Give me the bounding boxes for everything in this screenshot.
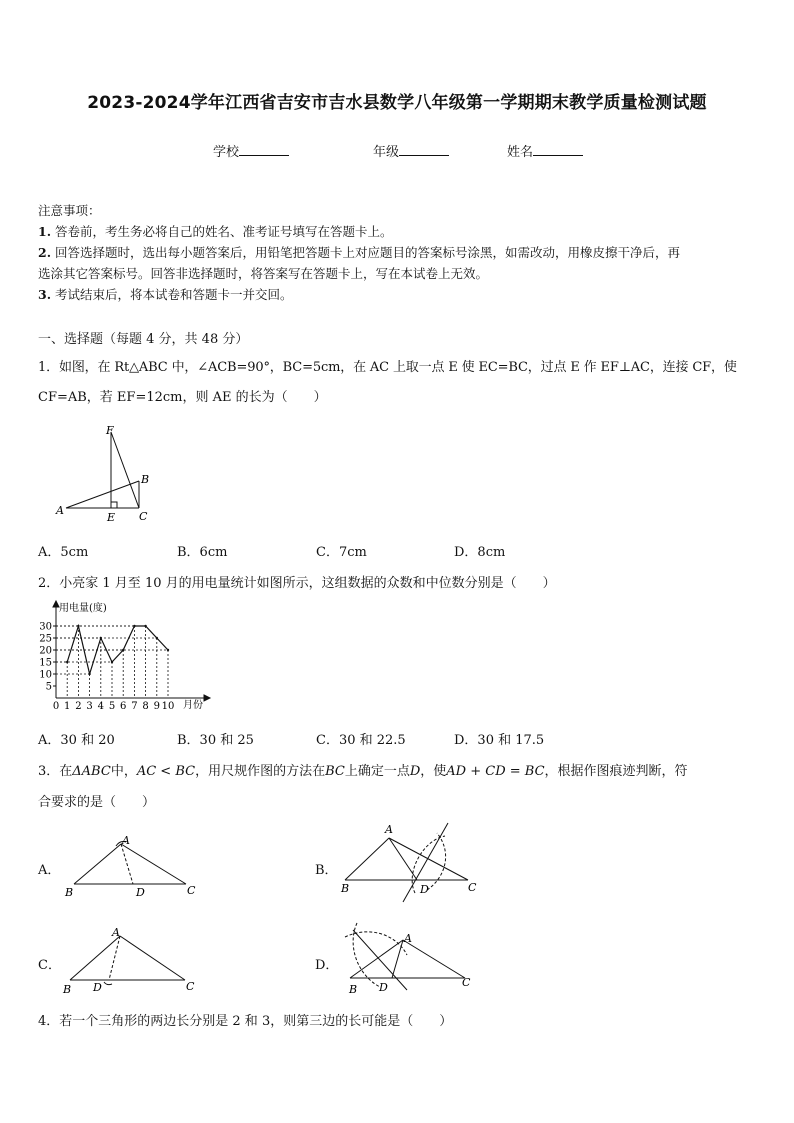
q1-option-a[interactable]: A．5cm [38,545,89,560]
label-c: C [139,510,148,523]
notice-item-num: 2. [38,245,52,260]
notice-item-text: 回答选择题时，选出每小题答案后，用铅笔把答题卡上对应题目的答案标号涂黑，如需改动，用橡皮擦干净后，再 [55,245,681,260]
segment-ab [74,844,121,884]
label-a: A [112,926,120,939]
q3-option-d[interactable]: D． [315,958,339,973]
label-a: A [122,834,130,847]
y-tick-label: 15 [39,657,52,669]
x-tick-label: 1 [64,701,71,712]
q1-figure [55,422,165,527]
x-tick-label: 8 [142,701,149,712]
label-b: B [65,886,74,899]
segment-ad [389,838,417,880]
label-b: B [63,983,72,996]
segment-ab [350,940,403,978]
q1-option-c[interactable]: C．7cm [316,545,367,560]
q2-option-c[interactable]: C．30 和 22.5 [316,733,406,748]
data-point [144,625,146,627]
label-b: B [141,473,150,486]
grade-field[interactable] [373,141,449,160]
data-point [88,673,90,675]
q3-point-d: D [409,764,421,779]
q3-text-part: ，根据作图痕迹判断，符 [544,764,688,779]
segment-ab [345,838,389,880]
data-point [100,637,102,639]
q1-text-line2: CF=AB，若 EF=12cm，则 AE 的长为（ ） [38,390,327,405]
label-d: D [136,886,145,899]
label-b: B [341,882,350,895]
chart-xlabel: 月份 [183,700,203,711]
notice-item [38,246,680,260]
label-a: A [385,823,393,836]
school-field[interactable] [213,141,289,160]
label-d: D [379,981,388,994]
q3-text-part: 中， [110,764,137,779]
q1-option-d[interactable]: D．8cm [454,545,506,560]
q3-text-part: ，用尺规作图的方法在 [195,764,326,779]
q3-text-line2: 合要求的是（ ） [38,795,156,810]
q3-text-part: ，使 [420,764,447,779]
name-blank[interactable] [533,143,583,156]
notice-item-num: 3. [38,287,52,302]
q2-option-d[interactable]: D．30 和 17.5 [454,733,545,748]
q3-condition-2: AD + CD = BC [446,764,545,779]
x-tick-label: 5 [108,701,116,712]
chart-ylabel: 用电量(度) [59,603,107,614]
data-point [122,649,124,651]
q3-text-part: 上确定一点 [344,764,410,779]
construction-arc [104,982,112,985]
segment-ab [70,936,120,980]
label-c: C [468,881,477,894]
x-tick-label: 2 [75,701,82,712]
label-a: A [56,504,64,517]
data-point [77,625,79,627]
q1-option-b[interactable]: B．6cm [177,545,228,560]
data-point [156,637,158,639]
y-tick-label: 20 [39,645,52,657]
construction-arc [427,833,446,890]
x-tick-label: 7 [131,701,138,712]
school-label: 学校 [213,145,240,160]
notice-item-num: 1. [38,224,52,239]
label-d: D [93,981,102,994]
notice-item [38,225,393,239]
segment-ad-dashed [109,936,120,980]
page-title: 2023-2024学年江西省吉安市吉水县数学八年级第一学期期末教学质量检测试题 [87,93,707,113]
x-tick-label: 6 [120,701,127,712]
notice-item [38,288,293,302]
segment-ac [389,838,468,880]
x-tick-label: 0 [52,701,60,712]
q4-text: 4．若一个三角形的两边长分别是 2 和 3，则第三边的长可能是（ ） [38,1014,453,1029]
q3-figure-b [335,818,495,904]
y-tick-label: 25 [39,633,52,645]
label-e: E [107,511,116,524]
y-tick-label: 10 [39,669,52,681]
segment-ac [403,940,465,978]
label-c: C [462,976,471,989]
q3-option-c[interactable]: C． [38,958,61,973]
y-tick-label: 5 [45,681,52,693]
grade-blank[interactable] [399,143,449,156]
data-point [66,661,68,663]
x-tick-label: 3 [86,701,93,712]
notice-item-text: 考试结束后，将本试卷和答题卡一并交回。 [55,287,293,302]
q3-prefix: 3．在 [38,764,73,779]
q3-condition-1: AC < BC [136,764,196,779]
notice-item-text: 选涂其它答案标号。回答非选择题时，将答案写在答题卡上，写在本试卷上无效。 [38,266,489,281]
segment-fc [111,432,139,508]
q2-text: 2．小亮家 1 月至 10 月的用电量统计如图所示，这组数据的众数和中位数分别是（ ） [38,576,556,591]
x-tick-label: 4 [97,701,104,712]
x-axis-arrow [204,695,210,701]
data-point [111,661,113,663]
label-c: C [187,884,196,897]
section-heading: 一、选择题（每题 4 分，共 48 分） [38,332,249,347]
q3-triangle: ΔABC [72,764,111,779]
name-label: 姓名 [507,145,534,160]
grade-label: 年级 [373,145,400,160]
q3-figure-c [60,920,210,1000]
right-angle-mark [111,502,117,508]
q3-figure-d [335,915,485,1000]
label-a: A [404,932,412,945]
q3-segment-bc: BC [325,764,345,779]
q3-figure-a [60,832,210,902]
q2-option-a[interactable]: A．30 和 20 [38,733,115,748]
y-tick-label: 30 [39,621,52,633]
label-b: B [349,983,358,996]
x-tick-label: 9 [153,701,160,712]
segment-ad [392,940,403,978]
notice-item-text: 答卷前，考生务必将自己的姓名、准考证号填写在答题卡上。 [55,224,393,239]
construction-arc [345,932,407,955]
q3-option-b[interactable]: B． [315,863,338,878]
q2-option-b[interactable]: B．30 和 25 [177,733,254,748]
segment-ac [120,936,185,980]
q3-option-a[interactable]: A． [38,863,61,878]
data-point [133,625,135,627]
label-c: C [186,980,195,993]
q2-chart [36,598,226,716]
x-tick-label: 10 [161,701,175,712]
data-point [167,649,169,651]
label-f: F [106,424,114,437]
name-field[interactable] [507,141,583,160]
notice-heading: 注意事项： [38,203,101,218]
label-d: D [420,883,429,896]
school-blank[interactable] [239,143,289,156]
q1-text-line1: 1．如图，在 Rt△ABC 中，∠ACB=90°，BC=5cm，在 AC 上取一点 E 使 EC=BC，过点 E 作 EF⊥AC，连接 CF，使 [38,360,737,375]
q3-text-line1 [38,760,688,779]
notice-item [38,267,488,281]
segment-ab [66,481,139,508]
